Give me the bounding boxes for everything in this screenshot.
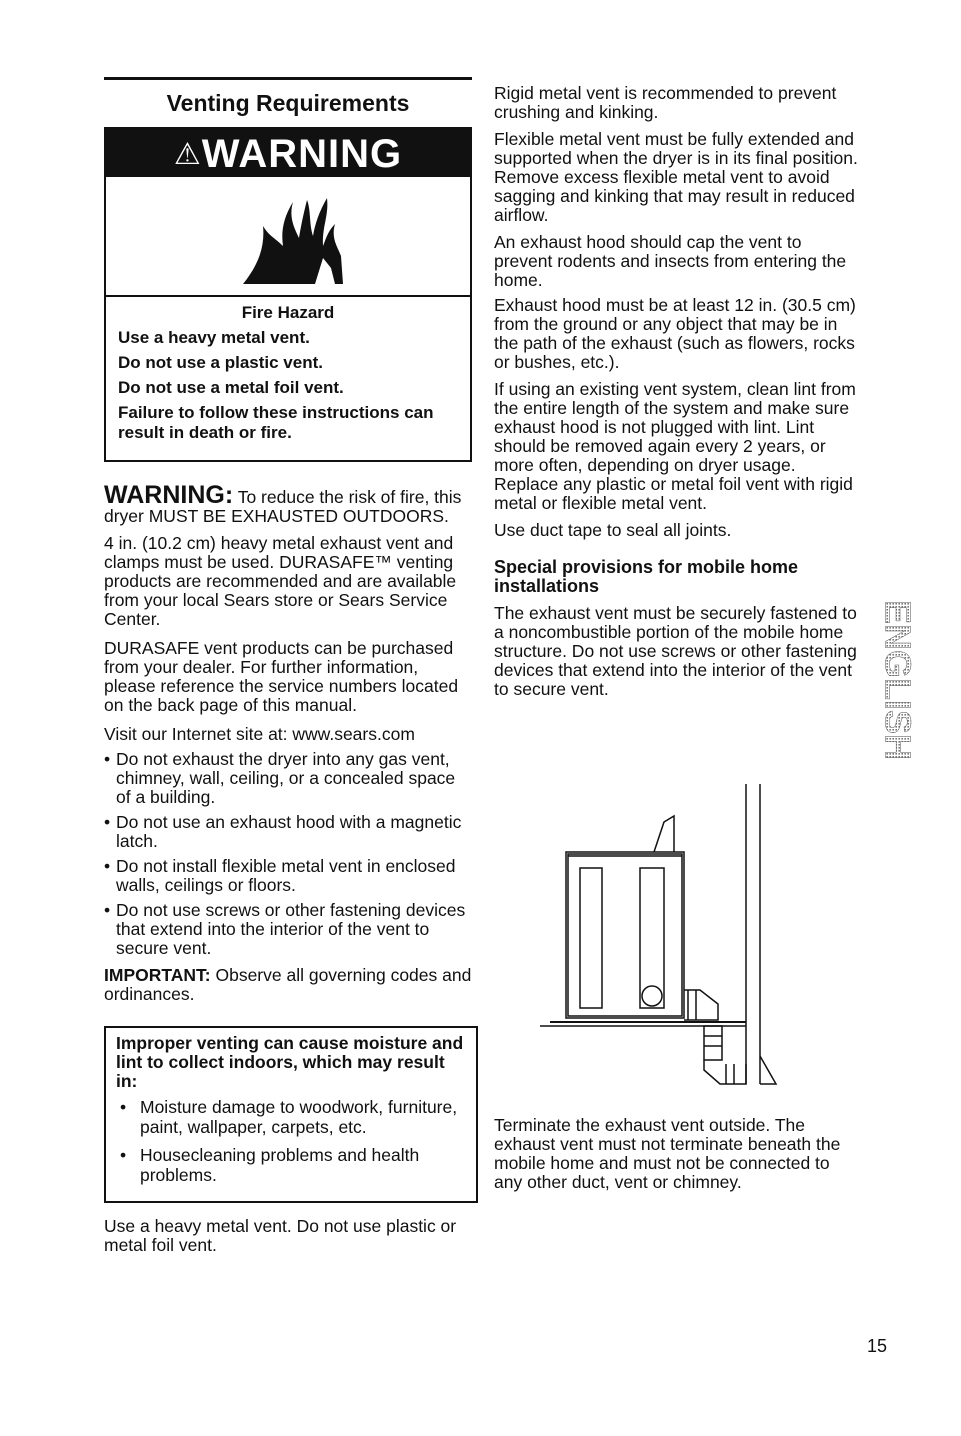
rigid-vent-paragraph: Rigid metal vent is recommended to prevent crushing and kinking. bbox=[494, 83, 837, 122]
right-column bbox=[494, 84, 859, 699]
warning-box bbox=[104, 127, 472, 462]
important-paragraph bbox=[104, 966, 472, 1004]
important-text: Observe all governing codes and ordinances. bbox=[104, 965, 472, 1004]
dont-list bbox=[104, 750, 472, 958]
list-item: • Do not use screws or other fastening devices that extend into the interior of the vent to secure vent. bbox=[104, 901, 472, 958]
important-label: IMPORTANT: bbox=[104, 965, 211, 985]
warning-line: Failure to follow these instructions can result in death or fire. bbox=[118, 403, 434, 442]
warning-label: WARNING: bbox=[104, 481, 234, 509]
language-tab-text: ENGLISH bbox=[877, 600, 918, 760]
exhaust-hood-paragraph: An exhaust hood should cap the vent to prevent rodents and insects from entering the home. bbox=[494, 232, 847, 290]
warning-line: Use a heavy metal vent. bbox=[118, 328, 310, 347]
existing-vent-paragraph: If using an existing vent system, clean lint from the entire length of the system and make sure exhaust hood is not plugged with lint. Lint should be removed again every 2 years, or more often, depending on dryer usage. Replace any plastic or metal foil vent with rigid metal or flexible metal vent. bbox=[494, 379, 856, 513]
improper-venting-box bbox=[104, 1026, 478, 1203]
list-item: • Do not install flexible metal vent in enclosed walls, ceilings or floors. bbox=[104, 857, 472, 895]
warning-line: Do not use a plastic vent. bbox=[118, 353, 323, 372]
language-tab bbox=[872, 600, 918, 760]
section-title: Venting Requirements bbox=[166, 90, 410, 116]
list-item: • Do not use an exhaust hood with a magnetic latch. bbox=[104, 813, 472, 851]
flexible-vent-paragraph: Flexible metal vent must be fully extended and supported when the dryer is in its final position. Remove excess flexible metal vent to avoid sagging and kinking that may result in reduced airflow. bbox=[494, 129, 858, 225]
page-number: 15 bbox=[867, 1336, 888, 1356]
list-item: • Moisture damage to woodwork, furniture, paint, wallpaper, carpets, etc. bbox=[116, 1097, 466, 1137]
warning-triangle-icon: ⚠ bbox=[173, 138, 202, 171]
hood-clearance-paragraph: Exhaust hood must be at least 12 in. (30.5 cm) from the ground or any object that may be in the path of the exhaust (such as flowers, rocks or bushes, etc.). bbox=[494, 295, 856, 372]
terminate-paragraph: Terminate the exhaust vent outside. The exhaust vent must not terminate beneath the mobile home and must not be connected to any other duct, vent or chimney. bbox=[494, 1115, 841, 1192]
warning-title: Fire Hazard bbox=[241, 303, 335, 322]
left-column bbox=[104, 77, 472, 1255]
list-item: • Do not exhaust the dryer into any gas vent, chimney, wall, ceiling, or a concealed space of a building. bbox=[104, 750, 472, 807]
fire-hazard-icon bbox=[106, 177, 470, 297]
improper-venting-list bbox=[116, 1097, 466, 1185]
durasafe-paragraph: DURASAFE vent products can be purchased from your dealer. For further information, please reference the service numbers located on the back page of this manual. bbox=[104, 638, 459, 715]
warning-header bbox=[106, 129, 470, 177]
duct-tape-paragraph: Use duct tape to seal all joints. bbox=[494, 520, 732, 540]
mobile-home-vent-illustration bbox=[540, 784, 780, 1099]
warning-header-text: WARNING bbox=[201, 132, 403, 176]
warning-line: Do not use a metal foil vent. bbox=[118, 378, 344, 397]
bottom-paragraph: Use a heavy metal vent. Do not use plastic or metal foil vent. bbox=[104, 1216, 457, 1255]
terminate-section bbox=[494, 1116, 859, 1192]
warning-paragraph bbox=[104, 481, 472, 526]
warning-text: To reduce the risk of fire, this dryer MUST BE EXHAUSTED OUTDOORS. bbox=[104, 487, 462, 526]
list-item: • Housecleaning problems and health problems. bbox=[116, 1145, 466, 1185]
mobile-home-paragraph: The exhaust vent must be securely fastened to a noncombustible portion of the mobile home structure. Do not use screws or other fastening devices that extend into the interior of the vent to secure vent. bbox=[494, 603, 857, 699]
warning-body bbox=[106, 297, 470, 458]
heavy-vent-paragraph: 4 in. (10.2 cm) heavy metal exhaust vent and clamps must be used. DURASAFE™ venting products are recommended and are available from your local Sears store or Sears Service Center. bbox=[104, 533, 457, 629]
section-rule bbox=[104, 77, 472, 80]
mobile-home-heading: Special provisions for mobile home installations bbox=[494, 557, 799, 596]
improper-venting-heading: Improper venting can cause moisture and lint to collect indoors, which may result in: bbox=[116, 1033, 464, 1091]
visit-paragraph: Visit our Internet site at: www.sears.com bbox=[104, 724, 415, 744]
